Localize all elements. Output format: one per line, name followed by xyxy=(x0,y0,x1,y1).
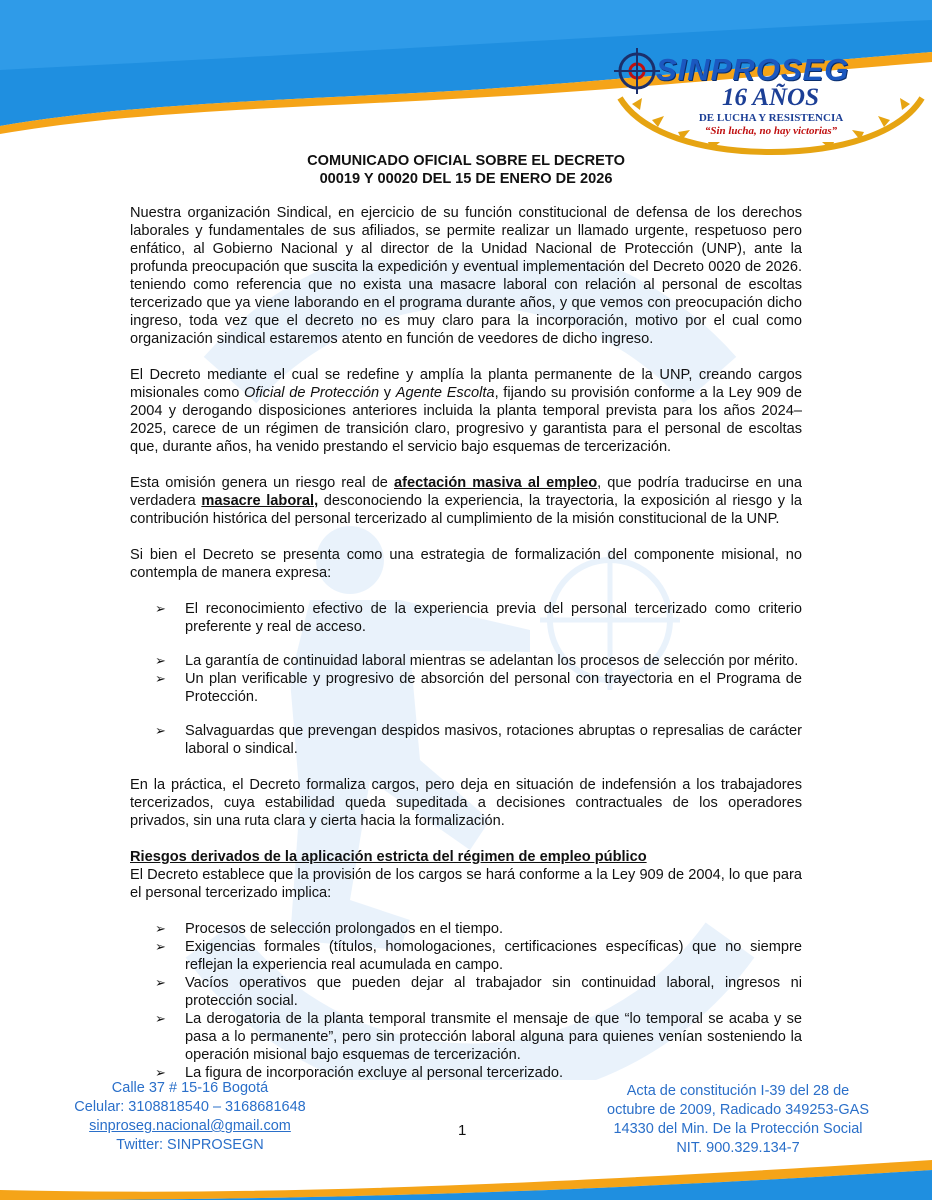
crosshair-icon xyxy=(612,46,662,96)
list-item: ➢ La garantía de continuidad laboral mientras se adelantan los procesos de selección por mérito. xyxy=(155,653,799,669)
sinproseg-logo xyxy=(612,38,930,148)
list-item: ➢ Un plan verificable y progresivo de absorción del personal con trayectoria en el Programa de Protección. xyxy=(155,671,802,705)
logo-years: 16 AÑOS xyxy=(722,84,820,111)
document-body xyxy=(130,150,802,1082)
bullet-arrow-icon: ➢ xyxy=(155,601,166,616)
list-item: ➢ La derogatoria de la planta temporal transmite el mensaje de que “lo temporal se acaba y se pasa a lo permanente”, pero sin protección laboral alguna para quienes venían sosteniendo la operación misional bajo esquemas de tercerización. xyxy=(155,1011,802,1063)
footer-legal: Acta de constitución I-39 del 28 de octubre de 2009, Radicado 349253-GAS 14330 del Min. De la Protección Social NIT. 900.329.134-7 xyxy=(607,1083,869,1156)
title-line-2: 00019 Y 00020 DEL 15 DE ENERO DE 2026 xyxy=(319,171,613,187)
list-item: ➢ La figura de incorporación excluye al personal tercerizado. xyxy=(155,1065,564,1081)
list-item: ➢ Salvaguardas que prevengan despidos masivos, rotaciones abruptas o represalias de carácter laboral o sindical. xyxy=(155,723,802,757)
page-number: 1 xyxy=(458,1122,467,1139)
logo-subtitle: DE LUCHA Y RESISTENCIA xyxy=(698,112,844,124)
bullet-arrow-icon: ➢ xyxy=(155,939,166,954)
bullet-arrow-icon: ➢ xyxy=(155,975,166,990)
emphasis-masacre: masacre laboral, xyxy=(201,493,319,509)
list-item: ➢ Procesos de selección prolongados en el tiempo. xyxy=(155,921,504,937)
role-agente: Agente Escolta xyxy=(395,385,495,401)
paragraph-risk: Esta omisión genera un riesgo real de afectación masiva al empleo, que podría traducirse en una verdadera masacre laboral, desconociendo la experiencia, la trayectoria, la exposición al riesgo y la contribución histórica del personal tercerizado al cumplimiento de la misión constitucional de la UNP. xyxy=(130,475,802,527)
footer-twitter: Twitter: SINPROSEGN xyxy=(116,1137,264,1153)
list-item: ➢ Exigencias formales (títulos, homologaciones, certificaciones específicas) que no siempre reflejan la experiencia real acumulada en campo. xyxy=(155,939,802,973)
document-title xyxy=(130,152,802,188)
paragraph-formalization: Si bien el Decreto se presenta como una estrategia de formalización del componente misional, no contempla de manera expresa: xyxy=(130,547,802,581)
implications-list xyxy=(130,920,802,1082)
logo-motto: “Sin lucha, no hay victorias” xyxy=(704,125,838,137)
footer-address: Calle 37 # 15-16 Bogotá xyxy=(111,1080,269,1096)
bullet-arrow-icon: ➢ xyxy=(155,921,166,936)
footer-phones: Celular: 3108818540 – 3168681648 xyxy=(74,1099,306,1115)
list-item: ➢ Vacíos operativos que pueden dejar al trabajador sin continuidad laboral, ingresos ni protección social. xyxy=(155,975,802,1009)
omissions-list xyxy=(130,600,802,758)
paragraph-decree: El Decreto mediante el cual se redefine y amplía la planta permanente de la UNP, creando cargos misionales como Oficial de Protección y Agente Escolta, fijando su provisión conforme a la Ley 909 de 2004 y derogando disposiciones anteriores incluida la planta temporal prevista para los años 2024–2025, carece de un régimen de transición claro, progresivo y garantista para el personal de escoltas que, durante años, ha venido prestando el servicio bajo esquemas de tercerización. xyxy=(130,367,802,455)
section-heading: Riesgos derivados de la aplicación estricta del régimen de empleo público xyxy=(130,849,647,865)
footer-wave-decoration xyxy=(0,1150,932,1200)
bullet-arrow-icon: ➢ xyxy=(155,1011,166,1026)
bullet-arrow-icon: ➢ xyxy=(155,723,166,738)
paragraph-intro: Nuestra organización Sindical, en ejercicio de su función constitucional de defensa de los derechos laborales y fundamentales de sus afiliados, se permite realizar un llamado urgente, respetuoso pero enfático, al Gobierno Nacional y al director de la Unidad Nacional de Protección (UNP), ante la profunda preocupación que suscita la expedición y eventual implementación del Decreto 0020 de 2026. teniendo como referencia que no exista una masacre laboral con relación al personal de escoltas tercerizado que ya viene laborando en el programa durante años, y que vemos con preocupación dicho ingreso, toda vez que el decreto no es muy claro para la incorporación, motivo por el cual como organización sindical estaremos atento en función de veedores de dicho ingreso. xyxy=(130,205,802,347)
bullet-arrow-icon: ➢ xyxy=(155,1065,166,1080)
bullet-arrow-icon: ➢ xyxy=(155,671,166,686)
role-oficial: Oficial de Protección xyxy=(244,385,380,401)
paragraph-practice: En la práctica, el Decreto formaliza cargos, pero deja en situación de indefensión a los trabajadores tercerizados, cuya estabilidad queda supeditada a decisiones contractuales de los operadores privados, sin una ruta clara y cierta hacia la formalización. xyxy=(130,777,802,829)
footer-contact xyxy=(50,1079,330,1155)
bullet-arrow-icon: ➢ xyxy=(155,653,166,668)
logo-name: SINPROSEG xyxy=(656,52,850,87)
title-line-1: COMUNICADO OFICIAL SOBRE EL DECRETO xyxy=(307,153,625,169)
emphasis-afectacion: afectación masiva al empleo xyxy=(394,475,598,491)
footer-email-link[interactable]: sinproseg.nacional@gmail.com xyxy=(89,1118,291,1134)
paragraph-law: El Decreto establece que la provisión de los cargos se hará conforme a la Ley 909 de 2004, lo que para el personal tercerizado implica: xyxy=(130,867,802,901)
list-item: ➢ El reconocimiento efectivo de la experiencia previa del personal tercerizado como criterio preferente y real de acceso. xyxy=(155,601,802,635)
